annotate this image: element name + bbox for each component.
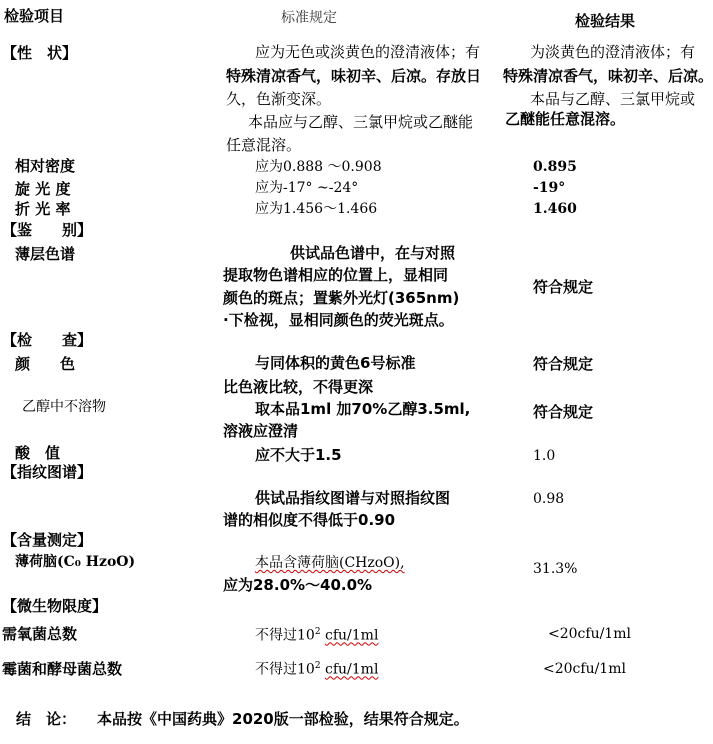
fingerprint-std-line1: 供试品指纹图谱与对照指纹图 (255, 489, 451, 507)
properties-res-line4: 乙醚能任意混溶。 (505, 110, 626, 128)
aerobic-std (255, 628, 378, 643)
menthol-std-line1-text: 本品含薄荷脑(CHzoO), (255, 555, 405, 571)
refraction-std: 应为1.456～1.466 (255, 201, 378, 217)
color-std-line1: 与同体积的黄色6号标准 (255, 354, 416, 372)
acid-result: 1.0 (533, 448, 556, 464)
properties-res-line2: 特殊清凉香气，味初辛、后凉。 (503, 67, 713, 85)
menthol-std-line1 (255, 556, 405, 570)
aerobic-std-exponent: 2 (314, 627, 321, 637)
fingerprint-std-line2: 谱的相似度不得低于0.90 (223, 511, 396, 529)
tlc-label: 薄层色谱 (15, 245, 76, 263)
aerobic-result: <20cfu/1ml (548, 626, 631, 642)
header-item: 检验项目 (4, 7, 65, 25)
properties-std-line3: 久，色渐变深。 (226, 90, 332, 108)
conclusion-text: 本品按《中国药典》2020版一部检验，结果符合规定。 (97, 710, 469, 728)
rotation-label: 旋 光 度 (15, 180, 71, 198)
section-inspection: 【检 查】 (2, 331, 93, 349)
properties-std-line1: 应为无色或淡黄色的澄清液体；有 (255, 43, 481, 61)
conclusion-label: 结 论： (16, 710, 77, 728)
section-identification: 【鉴 别】 (2, 221, 93, 239)
acid-std: 应不大于1.5 (255, 446, 342, 464)
mold-std-exponent: 2 (314, 661, 321, 671)
mold-result: <20cfu/1ml (543, 661, 626, 677)
menthol-result: 31.3% (533, 561, 578, 577)
properties-res-line1: 为淡黄色的澄清液体；有 (530, 43, 696, 61)
menthol-std-line2: 应为28.0%～40.0% (223, 576, 373, 594)
mold-std (255, 662, 378, 677)
mold-std-unit: cfu/1ml (325, 661, 379, 678)
aerobic-std-unit: cfu/1ml (325, 627, 379, 644)
aerobic-std-prefix: 不得过10 (255, 627, 315, 644)
refraction-label: 折 光 率 (15, 200, 71, 218)
header-result: 检验结果 (575, 12, 636, 30)
density-label: 相对密度 (15, 157, 76, 175)
aerobic-label: 需氧菌总数 (2, 625, 78, 643)
menthol-label: 薄荷脑(C₀ HzoO) (15, 554, 136, 570)
tlc-std-line2: 提取物色谱相应的位置上，显相同 (223, 266, 449, 284)
insoluble-result: 符合规定 (533, 403, 594, 421)
mold-std-prefix: 不得过10 (255, 661, 315, 678)
header-standard: 标准规定 (281, 10, 337, 26)
section-assay: 【含量测定】 (2, 531, 93, 549)
tlc-std-line4: ·下检视，显相同颜色的荧光斑点。 (223, 311, 454, 329)
fingerprint-result: 0.98 (533, 491, 565, 507)
tlc-std-line1: 供试品色谱中，在与对照 (290, 244, 456, 262)
rotation-result: -19° (533, 180, 566, 196)
density-result: 0.895 (533, 159, 577, 175)
properties-std-line5: 任意混溶。 (226, 136, 302, 154)
properties-res-line3: 本品与乙醇、三氯甲烷或 (530, 90, 696, 108)
insoluble-label: 乙醇中不溶物 (22, 399, 106, 415)
properties-std-line4: 本品应与乙醇、三氯甲烷或乙醚能 (248, 113, 474, 131)
insoluble-std-line2: 溶液应澄清 (223, 422, 299, 440)
section-microbial: 【微生物限度】 (2, 597, 108, 615)
color-label: 颜 色 (15, 355, 76, 373)
tlc-std-line3: 颜色的斑点；置紫外光灯(365nm) (223, 289, 460, 307)
section-fingerprint: 【指纹图谱】 (2, 463, 93, 481)
tlc-result: 符合规定 (533, 278, 594, 296)
mold-label: 霉菌和酵母菌总数 (2, 660, 123, 678)
color-result: 符合规定 (533, 355, 594, 373)
refraction-result: 1.460 (533, 201, 577, 217)
color-std-line2: 比色液比较，不得更深 (223, 378, 374, 396)
rotation-std: 应为-17° ~-24° (255, 180, 359, 196)
properties-std-line2: 特殊清凉香气，味初辛、后凉。存放日 (226, 67, 482, 85)
insoluble-std-line1: 取本品1ml 加70%乙醇3.5ml, (255, 400, 471, 418)
section-properties: 【性 状】 (2, 44, 78, 62)
density-std: 应为0.888 ～0.908 (255, 159, 382, 175)
acid-label: 酸 值 (15, 444, 61, 462)
